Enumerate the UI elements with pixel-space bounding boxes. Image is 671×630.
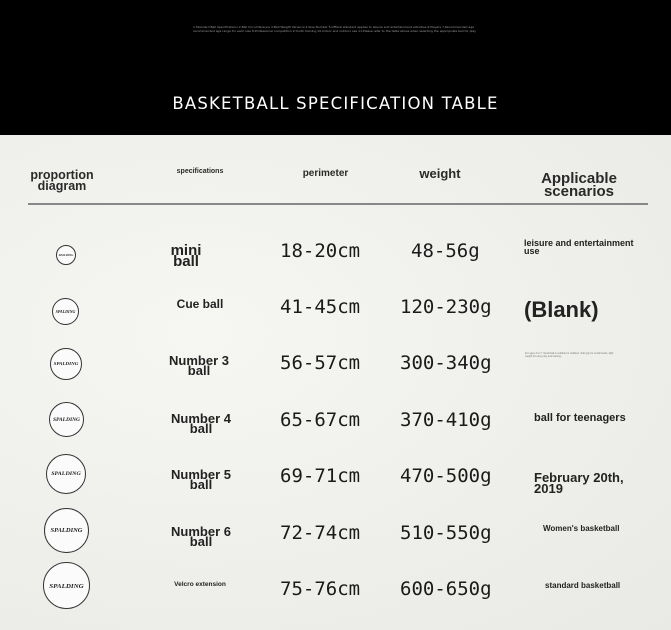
perimeter-value: 72-74cm bbox=[280, 522, 361, 544]
perimeter-value: 56-57cm bbox=[280, 352, 361, 374]
perimeter-value: 75-76cm bbox=[280, 578, 361, 600]
weight-value: 120-230g bbox=[400, 296, 492, 318]
spalding-ball-icon: SPALDING bbox=[52, 298, 79, 325]
weight-value: 470-500g bbox=[400, 465, 492, 487]
perimeter-value: 41-45cm bbox=[280, 296, 361, 318]
table-row bbox=[0, 228, 671, 284]
scenario-text: ball for teenagers bbox=[534, 412, 626, 424]
scenario-text: standard basketball bbox=[545, 581, 621, 590]
page-title: BASKETBALL SPECIFICATION TABLE bbox=[172, 94, 499, 113]
spec-label: Cue ball bbox=[176, 297, 224, 311]
scenario-text: (Blank) bbox=[524, 297, 599, 322]
table-row bbox=[0, 452, 671, 508]
table-row bbox=[0, 508, 671, 564]
spalding-ball-icon: SPALDING bbox=[44, 508, 89, 553]
header-divider bbox=[28, 203, 648, 205]
table-row bbox=[0, 564, 671, 620]
spec-label: Number 4 ball bbox=[171, 411, 231, 436]
weight-value: 510-550g bbox=[400, 522, 492, 544]
spalding-ball-icon: SPALDING bbox=[56, 245, 76, 265]
perimeter-value: 65-67cm bbox=[280, 409, 361, 431]
perimeter-value: 69-71cm bbox=[280, 465, 361, 487]
weight-value: 600-650g bbox=[400, 578, 492, 600]
scenario-text: February 20th, 2019 bbox=[534, 470, 624, 497]
perimeter-value: 18-20cm bbox=[280, 240, 361, 262]
scenario-text: For ages 3 to 7. Small ball is suitable for toddlers. Soft grip for small hands, light weight for easy play and training. bbox=[525, 352, 614, 358]
spec-label: Velcro extension bbox=[174, 581, 226, 588]
table-row bbox=[0, 284, 671, 340]
spalding-ball-icon: SPALDING bbox=[43, 562, 90, 609]
weight-value: 48-56g bbox=[411, 240, 480, 262]
spec-label: Number 6 ball bbox=[171, 524, 231, 549]
column-header-weight: weight bbox=[419, 166, 461, 181]
column-header-diagram: proportion diagram bbox=[30, 168, 94, 193]
column-header-perimeter: perimeter bbox=[302, 168, 349, 179]
weight-value: 370-410g bbox=[400, 409, 492, 431]
column-header-specs: specifications bbox=[176, 168, 224, 175]
table-row bbox=[0, 396, 671, 452]
scenario-text: Women's basketball bbox=[543, 524, 620, 533]
header-fine-print-line-2: recommended age range for each size 8.Professional competition 9.Youth training 10.Indoor and outdoor use 11.Please refer to the table above when selecting the appropriate ball for play bbox=[193, 29, 476, 33]
spalding-ball-icon: SPALDING bbox=[46, 454, 86, 494]
spalding-ball-icon: SPALDING bbox=[50, 348, 82, 380]
table-row bbox=[0, 340, 671, 396]
header-banner bbox=[0, 0, 671, 135]
spec-label: mini ball bbox=[170, 242, 202, 271]
header-fine-print-line-1: 1.Standard Ball Specifications 2.Ball Circumference 3.Ball Weight Variance 4.Size Number 5.Official standard applies to leisure and entertainment activities 6.Players 7.Recommended age bbox=[193, 25, 474, 29]
spalding-ball-icon: SPALDING bbox=[49, 402, 84, 437]
spec-label: Number 5 ball bbox=[171, 467, 231, 492]
column-header-scenarios: Applicable scenarios bbox=[541, 170, 617, 200]
scenario-text: leisure and entertainment use bbox=[524, 238, 634, 256]
spec-label: Number 3 ball bbox=[169, 353, 229, 378]
weight-value: 300-340g bbox=[400, 352, 492, 374]
